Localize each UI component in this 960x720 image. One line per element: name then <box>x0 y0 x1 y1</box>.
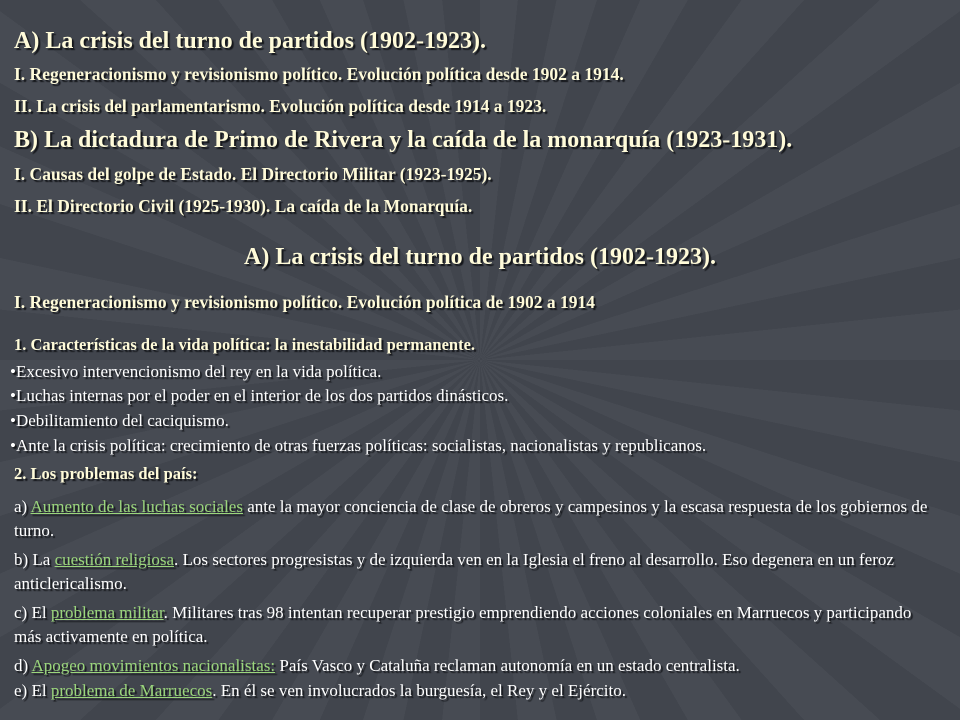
heading-problemas: 2. Los problemas del país: <box>14 464 198 483</box>
outline-a-item-2: II. La crisis del parlamentarismo. Evolución política desde 1914 a 1923. <box>14 96 547 116</box>
outline-b-title: B) La dictadura de Primo de Rivera y la caída de la monarquía (1923-1931). <box>14 127 793 153</box>
problem-a-prefix: a) <box>14 497 31 516</box>
problem-a-text: ante la mayor conciencia de clase de obreros y campesinos y la escasa respuesta de los gobiernos de turno. <box>14 497 928 540</box>
problem-c <box>14 601 934 649</box>
problem-e-prefix: e) El <box>14 681 51 700</box>
link-cuestion-religiosa[interactable]: cuestión religiosa <box>54 550 175 569</box>
list-item: • Ante la crisis política: crecimiento de otras fuerzas políticas: socialistas, nacionalistas y republicanos. <box>10 436 706 456</box>
link-problema-marruecos[interactable]: problema de Marruecos <box>50 681 213 700</box>
problem-c-prefix: c) El <box>14 603 51 622</box>
list-item: • Luchas internas por el poder en el interior de los dos partidos dinásticos. <box>10 386 508 406</box>
problem-b-text: . Los sectores progresistas y de izquierda ven en la Iglesia el freno al desarrollo. Eso degenera en un feroz anticlericalismo. <box>14 550 894 593</box>
section-subtitle: I. Regeneracionismo y revisionismo político. Evolución política de 1902 a 1914 <box>14 292 596 312</box>
link-luchas-sociales[interactable]: Aumento de las luchas sociales <box>30 497 243 516</box>
list-item: • Debilitamiento del caciquismo. <box>10 411 229 431</box>
link-movimientos-nacionalistas[interactable]: Apogeo movimientos nacionalistas: <box>31 656 276 675</box>
outline-a-title: A) La crisis del turno de partidos (1902-1923). <box>14 28 486 54</box>
link-problema-militar[interactable]: problema militar <box>50 603 164 622</box>
heading-caracteristicas: 1. Características de la vida política: la inestabilidad permanente. <box>14 335 476 354</box>
problem-b-prefix: b) La <box>14 550 55 569</box>
problem-e <box>14 679 934 703</box>
problem-b <box>14 548 934 596</box>
outline-a-item-1: I. Regeneracionismo y revisionismo político. Evolución política desde 1902 a 1914. <box>14 64 624 84</box>
problem-d-prefix: d) <box>14 656 32 675</box>
outline-b-item-1: I. Causas del golpe de Estado. El Directorio Militar (1923-1925). <box>14 164 492 184</box>
problem-d <box>14 654 934 678</box>
problem-d-text: País Vasco y Cataluña reclaman autonomía en un estado centralista. <box>275 656 740 675</box>
list-item: • Excesivo intervencionismo del rey en la vida política. <box>10 362 381 382</box>
problem-a <box>14 495 934 543</box>
problem-e-text: . En él se ven involucrados la burguesía, el Rey y el Ejército. <box>212 681 626 700</box>
section-title: A) La crisis del turno de partidos (1902-1923). <box>244 244 716 270</box>
problem-c-text: . Militares tras 98 intentan recuperar prestigio emprendiendo acciones coloniales en Marruecos y participando más activamente en política. <box>14 603 912 646</box>
outline-b-item-2: II. El Directorio Civil (1925-1930). La caída de la Monarquía. <box>14 196 473 216</box>
